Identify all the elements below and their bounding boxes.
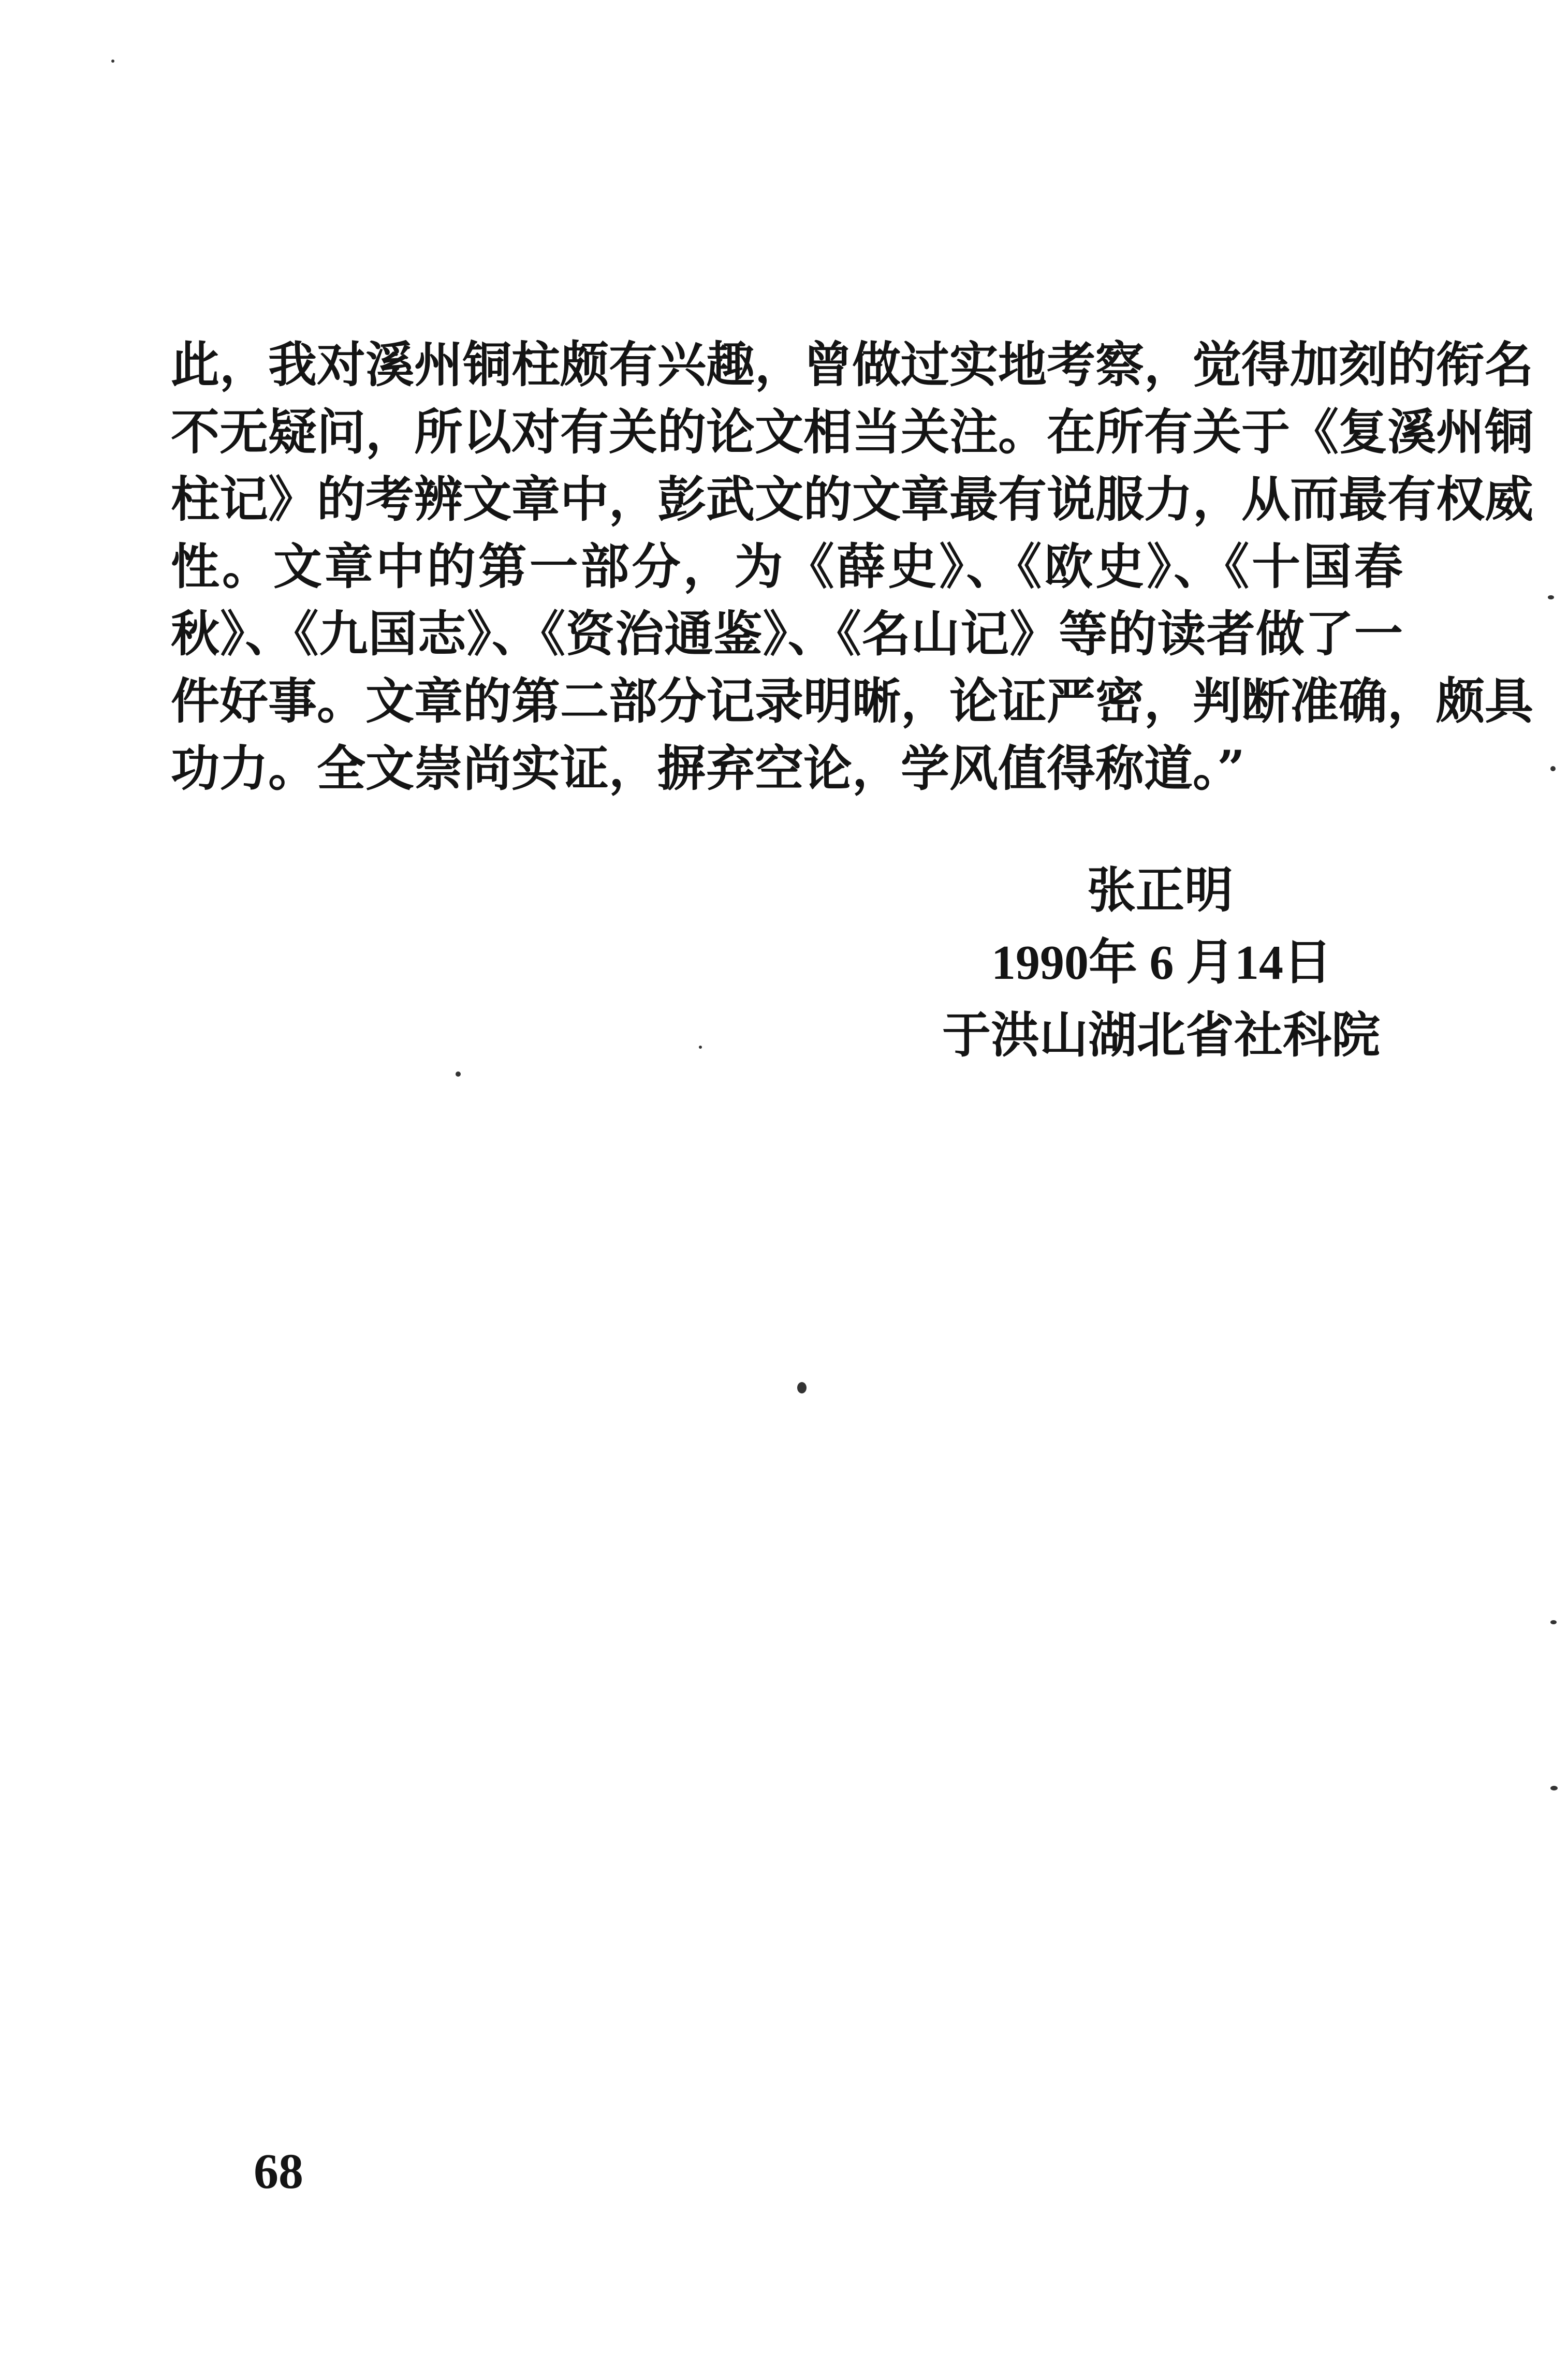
scan-speck	[1548, 595, 1554, 599]
body-paragraph	[171, 331, 1534, 802]
paragraph-line-4: 性。文章中的第一部分，为《薛史》、《欧史》、《十国春	[171, 538, 1403, 595]
paragraph-line-3: 柱记》的考辨文章中，彭武文的文章最有说服力，从而最有权威	[171, 471, 1534, 528]
paragraph-line-6: 件好事。文章的第二部分记录明晰，论证严密，判断准确，颇具	[171, 673, 1534, 730]
paragraph-line-1: 此，我对溪州铜柱颇有兴趣，曾做过实地考察，觉得加刻的衔名	[171, 336, 1534, 393]
paragraph-line-5: 秋》、《九国志》、《资治通鉴》、《名山记》等的读者做了一	[171, 606, 1403, 663]
paragraph-line-2: 不无疑问，所以对有关的论文相当关注。在所有关于《复溪州铜	[171, 404, 1534, 461]
scan-speck	[699, 1046, 702, 1049]
page-number: 68	[254, 2143, 303, 2199]
scan-speck	[111, 60, 114, 63]
scan-speck	[797, 1382, 807, 1393]
scan-speck	[456, 1071, 461, 1077]
scan-speck	[1550, 766, 1556, 771]
scan-speck	[1550, 1786, 1558, 1790]
signature-place: 于洪山湖北省社科院	[942, 1007, 1381, 1064]
paragraph-line-7: 功力。全文崇尚实证，摒弃空论，学风值得称道。”	[171, 740, 1245, 797]
signature-date: 1990年 6 月14日	[991, 936, 1332, 990]
signature-name: 张正明	[1087, 862, 1234, 919]
scan-speck	[1550, 1620, 1557, 1624]
